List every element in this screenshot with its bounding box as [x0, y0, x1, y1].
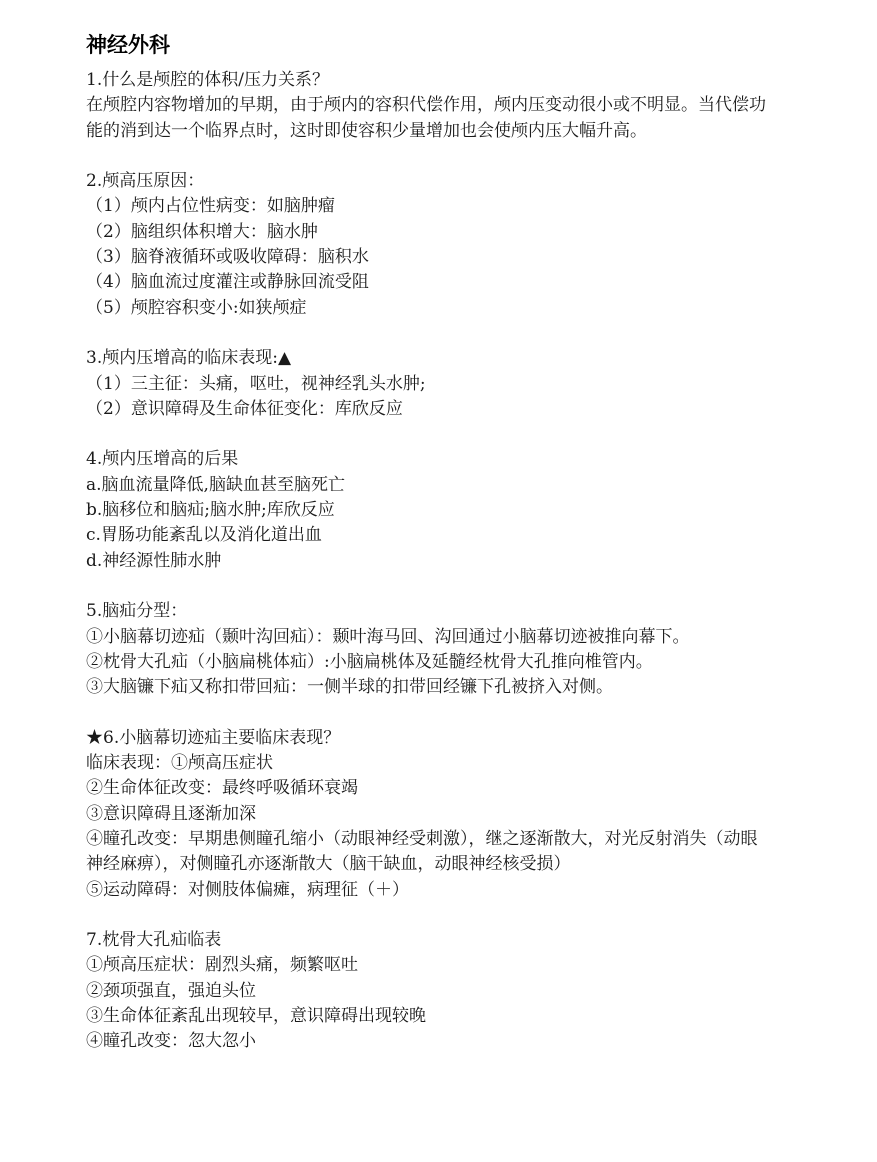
document-title: 神经外科 — [86, 33, 170, 57]
section-1 — [86, 68, 766, 144]
section-heading: 4.颅内压增高的后果 — [86, 449, 239, 470]
list-item: ②枕骨大孔疝（小脑扁桃体疝）:小脑扁桃体及延髓经枕骨大孔推向椎管内。 — [86, 651, 653, 672]
section-heading: 3.颅内压增高的临床表现:▲ — [86, 348, 292, 369]
section-2 — [86, 169, 766, 321]
list-item: （1）三主征：头痛，呕吐，视神经乳头水肿; — [86, 373, 426, 394]
list-item: ⑤运动障碍：对侧肢体偏瘫，病理征（＋） — [86, 879, 409, 900]
section-5 — [86, 599, 766, 700]
section-7 — [86, 928, 766, 1054]
list-item: （3）脑脊液循环或吸收障碍：脑积水 — [86, 247, 369, 268]
section-heading: ★6.小脑幕切迹疝主要临床表现？ — [86, 727, 341, 748]
list-item: b.脑移位和脑疝;脑水肿;库欣反应 — [86, 500, 335, 521]
list-item: （2）意识障碍及生命体征变化：库欣反应 — [86, 398, 403, 419]
list-item: d.神经源性肺水肿 — [86, 550, 222, 571]
list-item: ④瞳孔改变：早期患侧瞳孔缩小（动眼神经受刺激），继之逐渐散大，对光反射消失（动眼神经麻痹），对侧瞳孔亦逐渐散大（脑干缺血，动眼神经核受损） — [86, 828, 758, 875]
section-heading: 7.枕骨大孔疝临表 — [86, 930, 222, 951]
list-item: ②颈项强直，强迫头位 — [86, 980, 256, 1001]
list-item: （5）颅腔容积变小:如狭颅症 — [86, 297, 307, 318]
list-item: （2）脑组织体积增大：脑水肿 — [86, 221, 318, 242]
section-3 — [86, 346, 766, 422]
section-6 — [86, 726, 766, 903]
list-item: 临床表现：①颅高压症状 — [86, 753, 273, 774]
list-item: ③大脑镰下疝又称扣带回疝：一侧半球的扣带回经镰下孔被挤入对侧。 — [86, 677, 613, 698]
list-item: ③生命体征紊乱出现较早，意识障碍出现较晚 — [86, 1005, 426, 1026]
list-item: ②生命体征改变：最终呼吸循环衰竭 — [86, 778, 358, 799]
list-item: （4）脑血流过度灌注或静脉回流受阻 — [86, 272, 369, 293]
list-item: ③意识障碍且逐渐加深 — [86, 803, 256, 824]
section-heading: 2.颅高压原因： — [86, 171, 205, 192]
document-page — [86, 30, 766, 1080]
section-4 — [86, 447, 766, 573]
list-item: a.脑血流量降低,脑缺血甚至脑死亡 — [86, 474, 345, 495]
list-item: c.胃肠功能紊乱以及消化道出血 — [86, 525, 322, 546]
list-item: ①颅高压症状：剧烈头痛，频繁呕吐 — [86, 955, 358, 976]
paragraph: 在颅腔内容物增加的早期，由于颅内的容积代偿作用，颅内压变动很小或不明显。当代偿功能的消到达一个临界点时，这时即使容积少量增加也会使颅内压大幅升高。 — [86, 95, 766, 141]
list-item: （1）颅内占位性病变：如脑肿瘤 — [86, 196, 335, 217]
section-heading: 1.什么是颅腔的体积/压力关系？ — [86, 70, 329, 90]
list-item: ④瞳孔改变：忽大忽小 — [86, 1031, 256, 1052]
list-item: ①小脑幕切迹疝（颞叶沟回疝）：颞叶海马回、沟回通过小脑幕切迹被推向幕下。 — [86, 626, 690, 647]
section-heading: 5.脑疝分型： — [86, 601, 188, 622]
